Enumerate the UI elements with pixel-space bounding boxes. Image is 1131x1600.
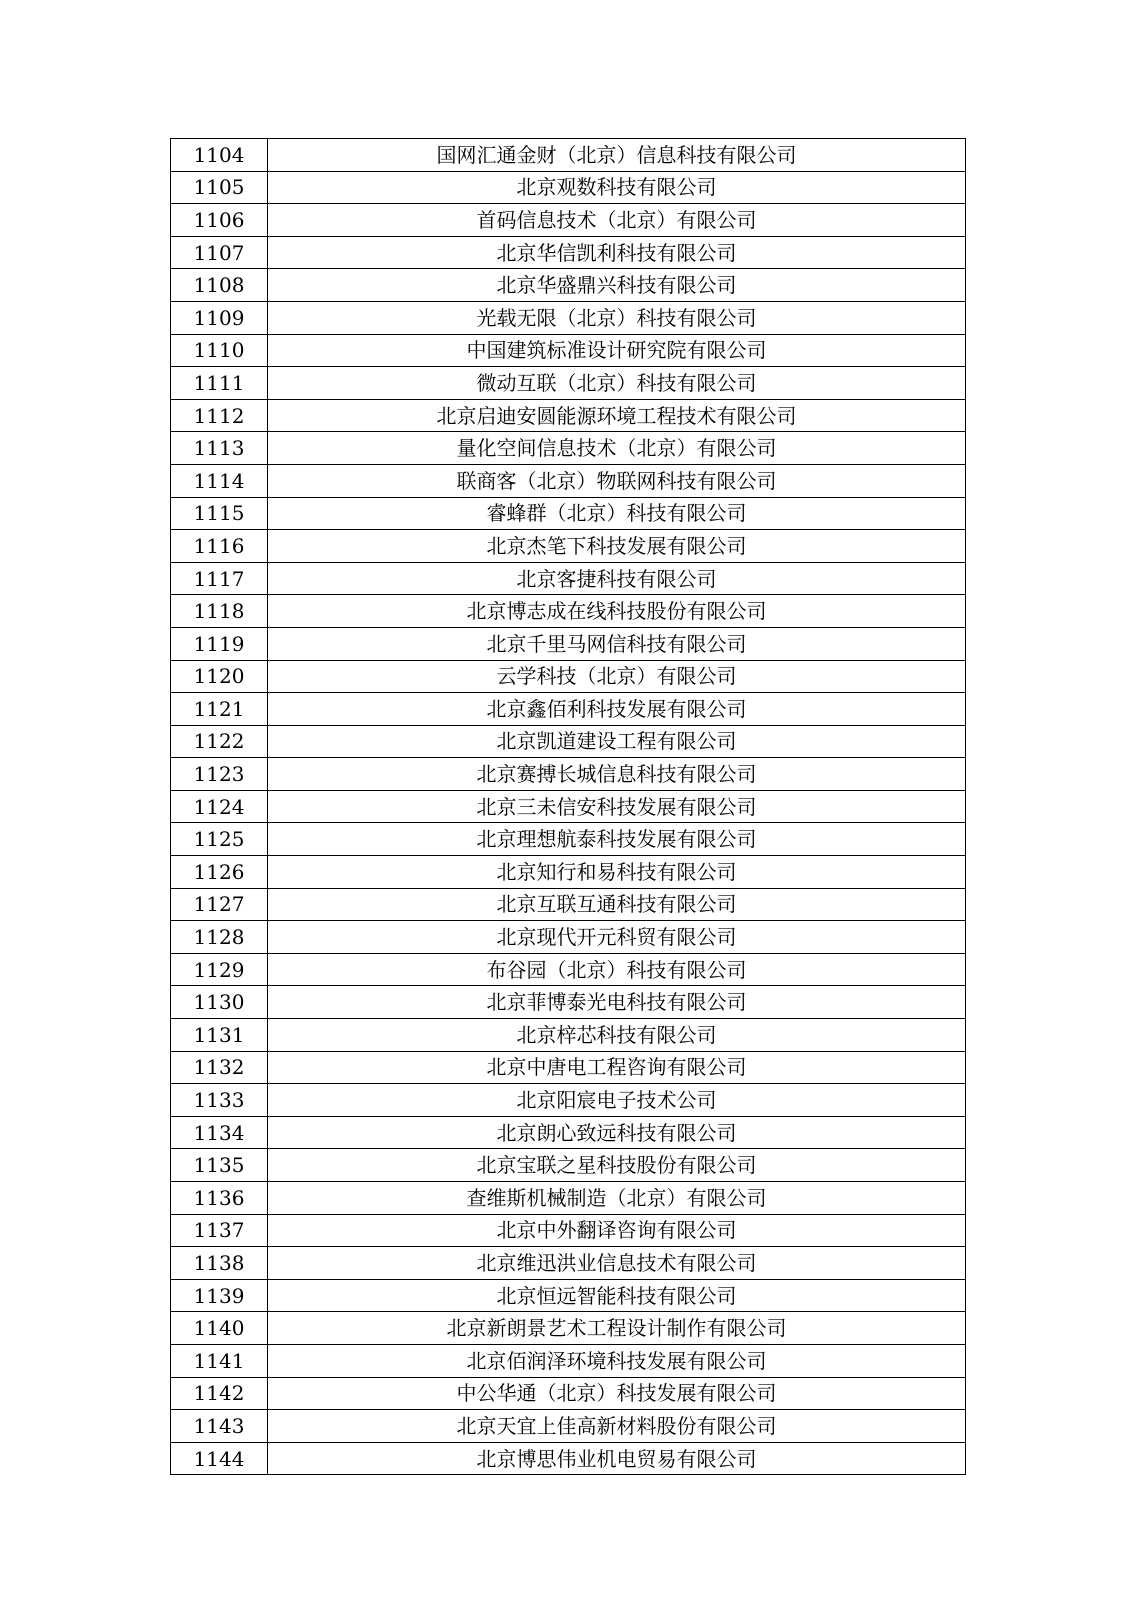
table-row [171, 334, 966, 367]
table-row [171, 432, 966, 465]
table-row [171, 1019, 966, 1052]
table-row [171, 1377, 966, 1410]
row-number: 1121 [171, 693, 268, 726]
row-number: 1111 [171, 367, 268, 400]
table-row [171, 1312, 966, 1345]
row-number: 1110 [171, 334, 268, 367]
row-number: 1119 [171, 627, 268, 660]
table-row [171, 1279, 966, 1312]
company-name: 首码信息技术（北京）有限公司 [268, 204, 966, 237]
company-name: 北京理想航泰科技发展有限公司 [268, 823, 966, 856]
company-name: 北京阳宸电子技术公司 [268, 1084, 966, 1117]
company-name: 查维斯机械制造（北京）有限公司 [268, 1182, 966, 1215]
company-name: 北京维迅洪业信息技术有限公司 [268, 1247, 966, 1280]
row-number: 1144 [171, 1442, 268, 1475]
row-number: 1116 [171, 530, 268, 563]
company-name: 北京梓芯科技有限公司 [268, 1019, 966, 1052]
table-row [171, 139, 966, 172]
table-row [171, 1149, 966, 1182]
company-name: 北京千里马网信科技有限公司 [268, 627, 966, 660]
company-name: 北京菲博泰光电科技有限公司 [268, 986, 966, 1019]
company-name: 北京杰笔下科技发展有限公司 [268, 530, 966, 563]
table-row [171, 1410, 966, 1443]
table-row [171, 823, 966, 856]
company-name: 光载无限（北京）科技有限公司 [268, 301, 966, 334]
row-number: 1133 [171, 1084, 268, 1117]
table-row [171, 367, 966, 400]
company-name: 北京天宜上佳高新材料股份有限公司 [268, 1410, 966, 1443]
row-number: 1123 [171, 758, 268, 791]
company-name: 北京佰润泽环境科技发展有限公司 [268, 1344, 966, 1377]
table-row [171, 627, 966, 660]
table-row [171, 497, 966, 530]
row-number: 1139 [171, 1279, 268, 1312]
row-number: 1137 [171, 1214, 268, 1247]
table-row [171, 595, 966, 628]
company-name: 北京华盛鼎兴科技有限公司 [268, 269, 966, 302]
row-number: 1126 [171, 856, 268, 889]
table-row [171, 530, 966, 563]
table-row [171, 693, 966, 726]
row-number: 1104 [171, 139, 268, 172]
company-name: 国网汇通金财（北京）信息科技有限公司 [268, 139, 966, 172]
row-number: 1114 [171, 464, 268, 497]
table-row [171, 301, 966, 334]
row-number: 1141 [171, 1344, 268, 1377]
table-row [171, 888, 966, 921]
row-number: 1120 [171, 660, 268, 693]
company-name: 北京华信凯利科技有限公司 [268, 236, 966, 269]
company-name: 睿蜂群（北京）科技有限公司 [268, 497, 966, 530]
company-name: 北京启迪安圆能源环境工程技术有限公司 [268, 399, 966, 432]
company-name: 北京凯道建设工程有限公司 [268, 725, 966, 758]
company-name: 北京赛搏长城信息科技有限公司 [268, 758, 966, 791]
company-name: 北京现代开元科贸有限公司 [268, 921, 966, 954]
company-name: 中国建筑标准设计研究院有限公司 [268, 334, 966, 367]
table-row [171, 856, 966, 889]
company-name: 北京恒远智能科技有限公司 [268, 1279, 966, 1312]
company-list-table-wrapper [170, 138, 965, 1475]
row-number: 1132 [171, 1051, 268, 1084]
row-number: 1131 [171, 1019, 268, 1052]
row-number: 1129 [171, 953, 268, 986]
row-number: 1140 [171, 1312, 268, 1345]
table-row [171, 1182, 966, 1215]
row-number: 1124 [171, 790, 268, 823]
row-number: 1106 [171, 204, 268, 237]
company-name: 云学科技（北京）有限公司 [268, 660, 966, 693]
company-name: 布谷园（北京）科技有限公司 [268, 953, 966, 986]
company-name: 北京朗心致远科技有限公司 [268, 1116, 966, 1149]
table-row [171, 464, 966, 497]
row-number: 1136 [171, 1182, 268, 1215]
row-number: 1130 [171, 986, 268, 1019]
table-row [171, 1116, 966, 1149]
row-number: 1107 [171, 236, 268, 269]
table-row [171, 758, 966, 791]
table-row [171, 921, 966, 954]
table-row [171, 1344, 966, 1377]
row-number: 1143 [171, 1410, 268, 1443]
company-name: 北京知行和易科技有限公司 [268, 856, 966, 889]
company-list-body [171, 139, 966, 1475]
company-name: 北京宝联之星科技股份有限公司 [268, 1149, 966, 1182]
company-name: 量化空间信息技术（北京）有限公司 [268, 432, 966, 465]
table-row [171, 399, 966, 432]
row-number: 1127 [171, 888, 268, 921]
row-number: 1108 [171, 269, 268, 302]
company-name: 北京博志成在线科技股份有限公司 [268, 595, 966, 628]
row-number: 1142 [171, 1377, 268, 1410]
table-row [171, 986, 966, 1019]
company-name: 北京鑫佰利科技发展有限公司 [268, 693, 966, 726]
table-row [171, 236, 966, 269]
company-name: 北京三未信安科技发展有限公司 [268, 790, 966, 823]
row-number: 1128 [171, 921, 268, 954]
table-row [171, 1084, 966, 1117]
company-list-table [170, 138, 966, 1475]
row-number: 1112 [171, 399, 268, 432]
table-row [171, 1051, 966, 1084]
row-number: 1138 [171, 1247, 268, 1280]
row-number: 1109 [171, 301, 268, 334]
company-name: 北京中唐电工程咨询有限公司 [268, 1051, 966, 1084]
table-row [171, 1214, 966, 1247]
table-row [171, 204, 966, 237]
company-name: 北京互联互通科技有限公司 [268, 888, 966, 921]
table-row [171, 953, 966, 986]
company-name: 微动互联（北京）科技有限公司 [268, 367, 966, 400]
company-name: 北京中外翻译咨询有限公司 [268, 1214, 966, 1247]
table-row [171, 790, 966, 823]
row-number: 1115 [171, 497, 268, 530]
row-number: 1134 [171, 1116, 268, 1149]
row-number: 1105 [171, 171, 268, 204]
company-name: 北京博思伟业机电贸易有限公司 [268, 1442, 966, 1475]
row-number: 1125 [171, 823, 268, 856]
table-row [171, 660, 966, 693]
table-row [171, 1442, 966, 1475]
row-number: 1117 [171, 562, 268, 595]
table-row [171, 562, 966, 595]
table-row [171, 1247, 966, 1280]
company-name: 北京客捷科技有限公司 [268, 562, 966, 595]
company-name: 北京新朗景艺术工程设计制作有限公司 [268, 1312, 966, 1345]
table-row [171, 269, 966, 302]
company-name: 中公华通（北京）科技发展有限公司 [268, 1377, 966, 1410]
table-row [171, 171, 966, 204]
table-row [171, 725, 966, 758]
row-number: 1122 [171, 725, 268, 758]
company-name: 联商客（北京）物联网科技有限公司 [268, 464, 966, 497]
row-number: 1118 [171, 595, 268, 628]
row-number: 1113 [171, 432, 268, 465]
row-number: 1135 [171, 1149, 268, 1182]
company-name: 北京观数科技有限公司 [268, 171, 966, 204]
